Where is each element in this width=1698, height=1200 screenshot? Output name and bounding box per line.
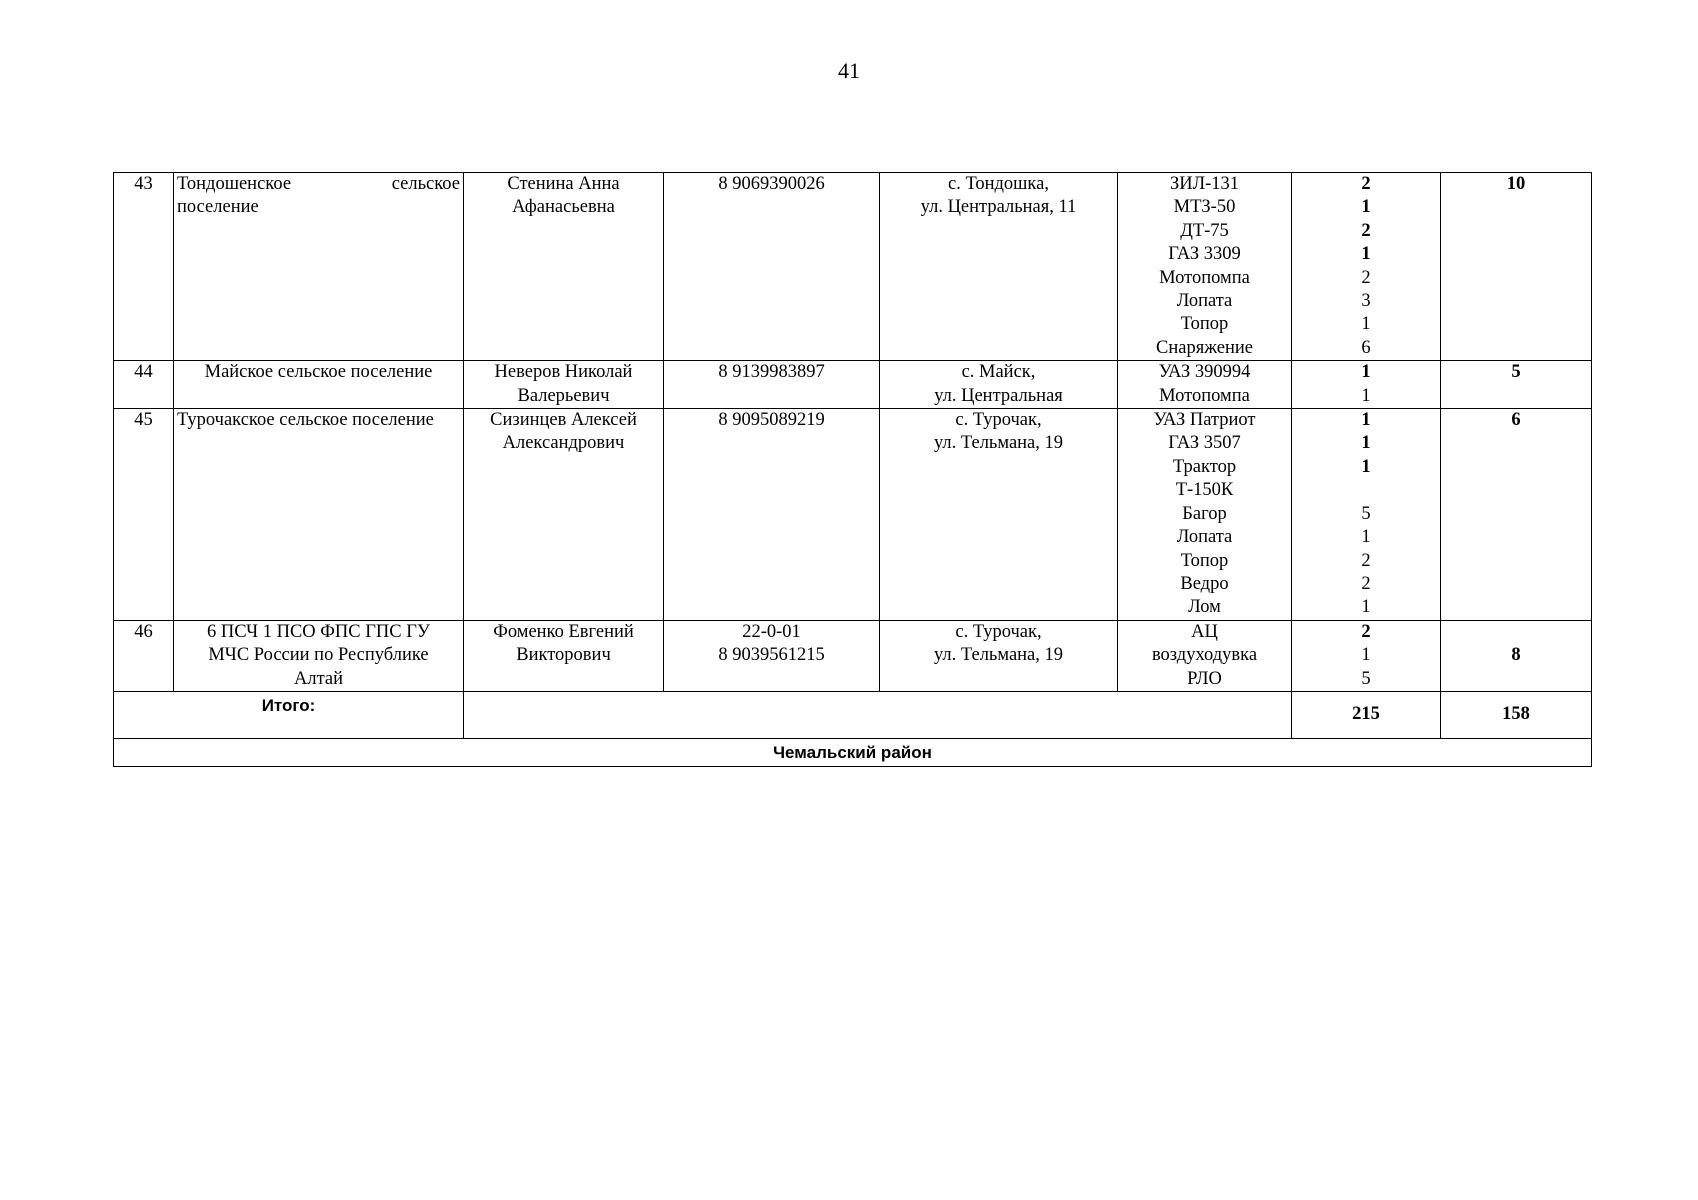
equipment-quantity: 2 1 2 1 2 3 1 6 (1292, 173, 1441, 361)
equipment-quantity: 1 1 1 5 1 2 2 1 (1292, 409, 1441, 621)
address: с. Турочак, ул. Тельмана, 19 (880, 409, 1118, 621)
equipment-quantity: 2 1 5 (1292, 620, 1441, 691)
address: с. Турочак, ул. Тельмана, 19 (880, 620, 1118, 691)
table-row (114, 361, 1592, 409)
settlement-name: Турочакское сельское поселение (174, 409, 464, 621)
summary-equipment-total: 215 (1292, 691, 1441, 738)
phone: 22-0-01 8 9039561215 (664, 620, 880, 691)
settlement-name: Майское сельское поселение (174, 361, 464, 409)
personnel-count: 8 (1441, 620, 1592, 691)
summary-row (114, 691, 1592, 738)
summary-empty-cell (464, 691, 1292, 738)
address: с. Тондошка, ул. Центральная, 11 (880, 173, 1118, 361)
equipment-table (113, 172, 1592, 767)
row-number: 44 (114, 361, 174, 409)
phone: 8 9139983897 (664, 361, 880, 409)
address: с. Майск, ул. Центральная (880, 361, 1118, 409)
settlement-name: 6 ПСЧ 1 ПСО ФПС ГПС ГУ МЧС России по Республике Алтай (174, 620, 464, 691)
personnel-count: 6 (1441, 409, 1592, 621)
table-row (114, 409, 1592, 621)
phone: 8 9069390026 (664, 173, 880, 361)
personnel-count: 10 (1441, 173, 1592, 361)
settlement-name: Тондошенское сельское поселение (174, 173, 464, 361)
table-row (114, 173, 1592, 361)
phone: 8 9095089219 (664, 409, 880, 621)
equipment-quantity: 1 1 (1292, 361, 1441, 409)
personnel-count: 5 (1441, 361, 1592, 409)
row-number: 43 (114, 173, 174, 361)
contact-person: Неверов Николай Валерьевич (464, 361, 664, 409)
district-heading: Чемальский район (114, 738, 1592, 766)
equipment-list: АЦ воздуходувка РЛО (1118, 620, 1292, 691)
summary-label: Итого: (114, 691, 464, 738)
row-number: 46 (114, 620, 174, 691)
contact-person: Фоменко Евгений Викторович (464, 620, 664, 691)
page-number: 41 (838, 58, 860, 83)
summary-personnel-total: 158 (1441, 691, 1592, 738)
contact-person: Стенина Анна Афанасьевна (464, 173, 664, 361)
equipment-list: УАЗ 390994 Мотопомпа (1118, 361, 1292, 409)
table-row (114, 620, 1592, 691)
equipment-list: УАЗ Патриот ГАЗ 3507 Трактор Т-150К Багор Лопата Топор Ведро Лом (1118, 409, 1292, 621)
equipment-list: ЗИЛ-131 МТЗ-50 ДТ-75 ГАЗ 3309 Мотопомпа Лопата Топор Снаряжение (1118, 173, 1292, 361)
row-number: 45 (114, 409, 174, 621)
district-row (114, 738, 1592, 766)
contact-person: Сизинцев Алексей Александрович (464, 409, 664, 621)
